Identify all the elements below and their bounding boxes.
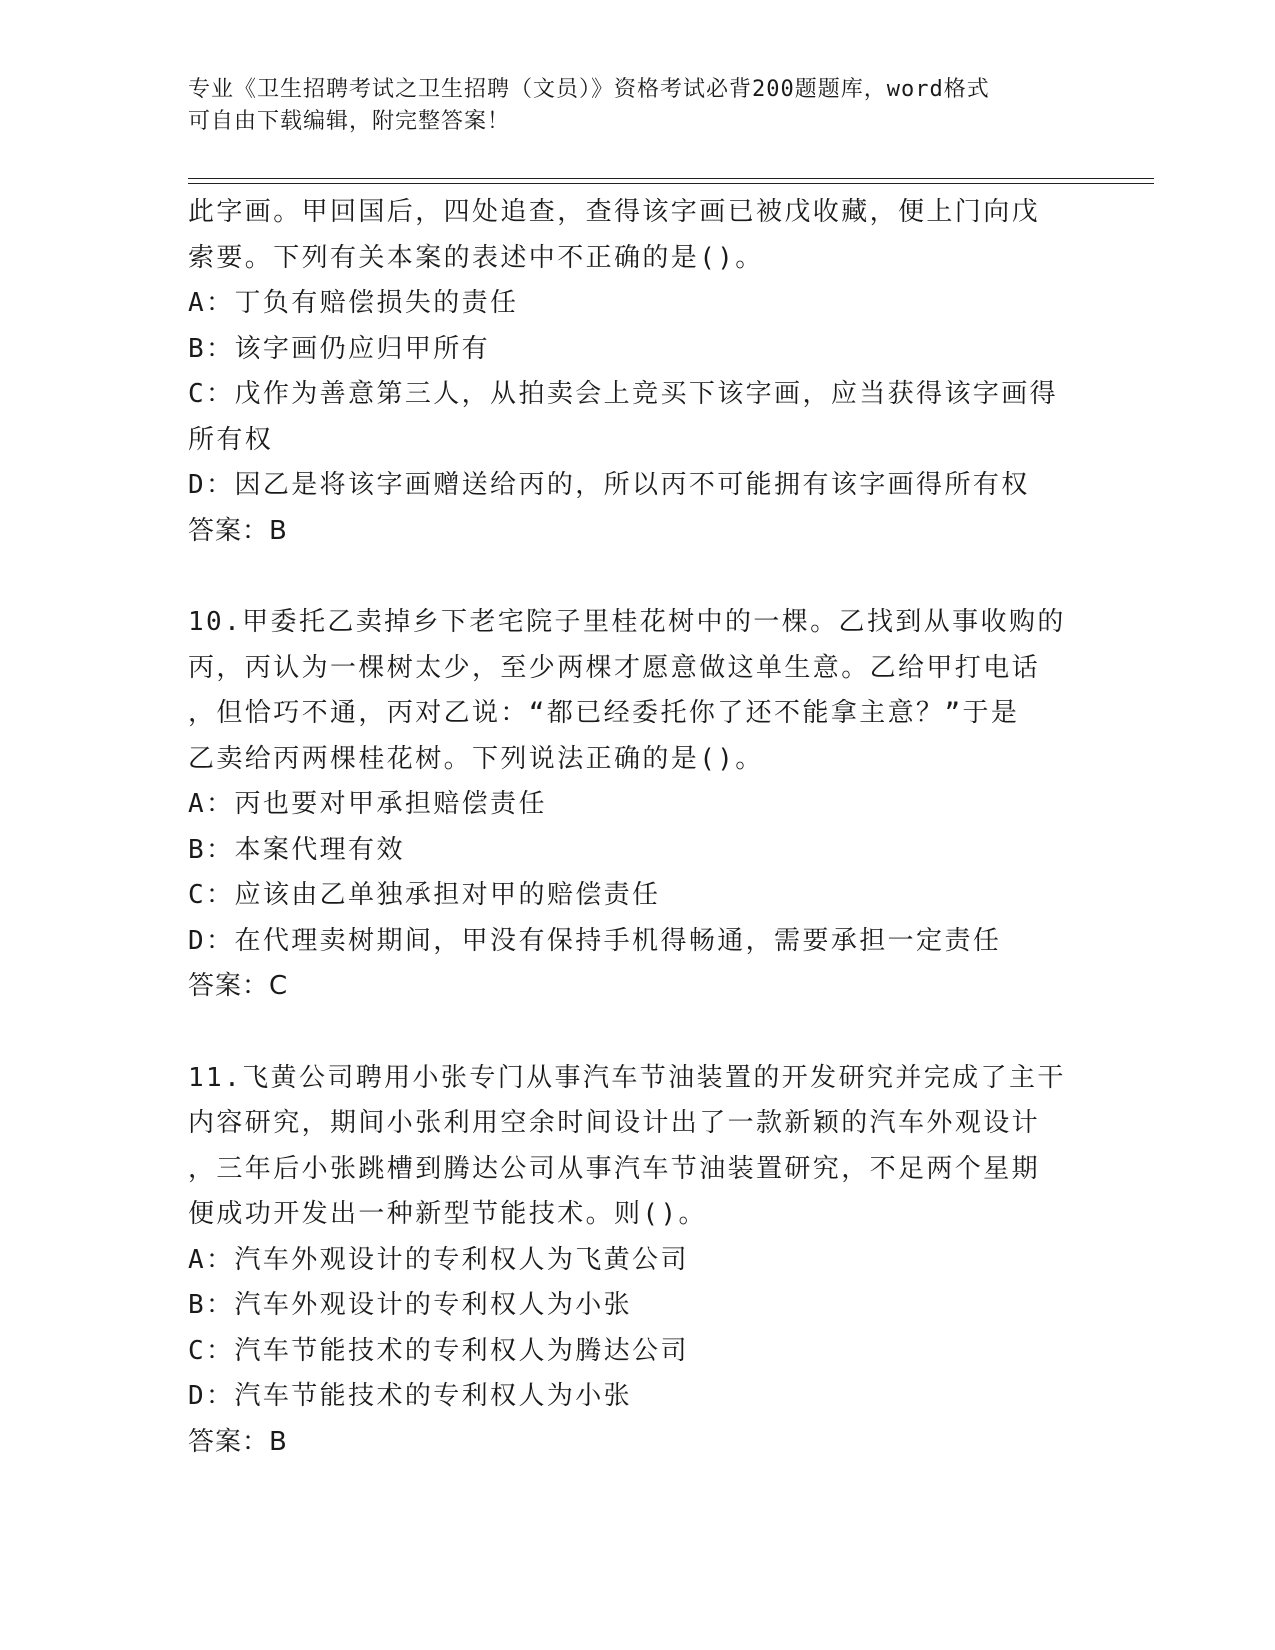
question-9-stem-line: 索要。下列有关本案的表述中不正确的是()。 xyxy=(188,242,764,273)
question-9-option-c-cont: 所有权 xyxy=(188,424,274,455)
question-10-stem-line: 10.甲委托乙卖掉乡下老宅院子里桂花树中的一棵。乙找到从事收购的 xyxy=(188,607,1066,637)
question-11 xyxy=(188,1056,1068,1466)
question-10 xyxy=(188,600,1068,1010)
question-11-answer: 答案：B xyxy=(188,1426,288,1457)
question-10-option-d: D：在代理卖树期间，甲没有保持手机得畅通，需要承担一定责任 xyxy=(188,925,1002,956)
question-9-option-a: A：丁负有赔偿损失的责任 xyxy=(188,288,519,318)
question-9-answer: 答案：B xyxy=(188,515,288,546)
document-header xyxy=(188,74,1068,138)
question-9-option-b: B：该字画仍应归甲所有 xyxy=(188,333,491,364)
question-9-option-c: C：戊作为善意第三人，从拍卖会上竞买下该字画，应当获得该字画得 xyxy=(188,379,1059,409)
question-10-option-a: A：丙也要对甲承担赔偿责任 xyxy=(188,789,547,819)
question-10-answer: 答案：C xyxy=(188,971,289,1001)
question-11-option-c: C：汽车节能技术的专利权人为腾达公司 xyxy=(188,1335,689,1366)
question-11-option-d: D：汽车节能技术的专利权人为小张 xyxy=(188,1381,633,1411)
question-11-option-a: A：汽车外观设计的专利权人为飞黄公司 xyxy=(188,1244,689,1275)
question-11-stem-line: 便成功开发出一种新型节能技术。则()。 xyxy=(188,1199,707,1229)
question-11-stem-line: 内容研究，期间小张利用空余时间设计出了一款新颖的汽车外观设计 xyxy=(188,1108,1041,1138)
question-10-option-c: C：应该由乙单独承担对甲的赔偿责任 xyxy=(188,880,661,910)
question-10-stem-line: ，但恰巧不通，丙对乙说：“都已经委托你了还不能拿主意？”于是 xyxy=(188,698,1020,728)
question-9-option-d: D：因乙是将该字画赠送给丙的，所以丙不可能拥有该字画得所有权 xyxy=(188,470,1030,500)
question-11-stem-line: 11.飞黄公司聘用小张专门从事汽车节油装置的开发研究并完成了主干 xyxy=(188,1062,1066,1093)
question-content xyxy=(188,190,1068,1465)
question-10-stem-line: 丙，丙认为一棵树太少，至少两棵才愿意做这单生意。乙给甲打电话 xyxy=(188,652,1041,683)
question-10-stem-line: 乙卖给丙两棵桂花树。下列说法正确的是()。 xyxy=(188,743,764,774)
question-11-stem-line: ，三年后小张跳槽到腾达公司从事汽车节油装置研究，不足两个星期 xyxy=(188,1153,1041,1184)
header-line-1: 专业《卫生招聘考试之卫生招聘（文员）》资格考试必背200题题库，word格式 xyxy=(188,77,990,102)
question-9-stem-line: 此字画。甲回国后，四处追查，查得该字画已被戊收藏，便上门向戊 xyxy=(188,197,1041,227)
header-divider-bottom xyxy=(188,183,1154,184)
header-line-2: 可自由下载编辑，附完整答案！ xyxy=(188,109,511,134)
question-9 xyxy=(188,190,1068,554)
header-divider-top xyxy=(188,178,1154,179)
question-10-option-b: B：本案代理有效 xyxy=(188,834,405,865)
question-11-option-b: B：汽车外观设计的专利权人为小张 xyxy=(188,1290,633,1320)
